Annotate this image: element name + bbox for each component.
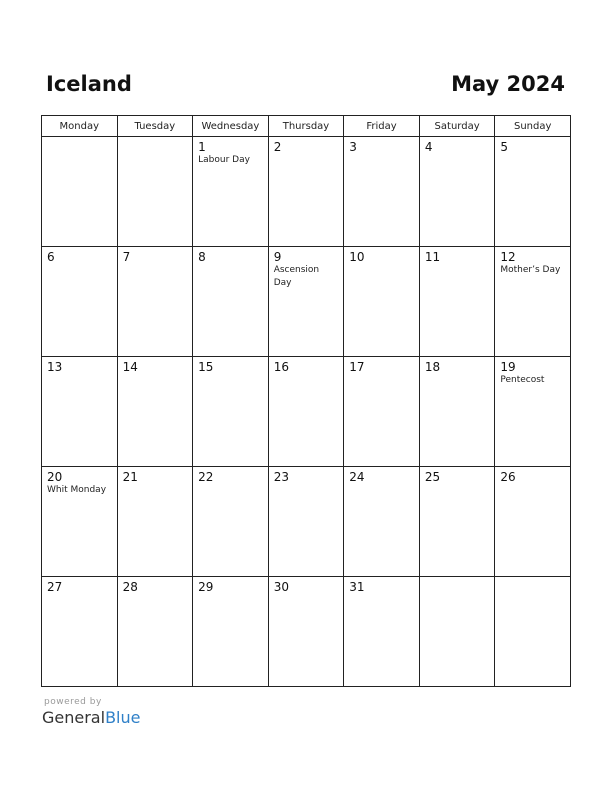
holiday-label: Ascension Day — [273, 265, 320, 288]
week-row — [42, 577, 571, 687]
brand-blue-text: Blue — [105, 708, 141, 727]
day-cell — [268, 357, 344, 467]
day-cell — [117, 357, 193, 467]
day-cell — [344, 247, 420, 357]
day-cell — [495, 467, 571, 577]
day-number: 18 — [424, 360, 441, 374]
day-cell — [193, 137, 269, 247]
day-cell — [344, 467, 420, 577]
holiday-label: Labour Day — [198, 155, 250, 165]
day-number: 22 — [198, 470, 214, 484]
week-row — [42, 137, 571, 247]
day-cell — [42, 467, 118, 577]
calendar-grid — [41, 115, 571, 687]
brand-logo — [42, 708, 140, 728]
weekday-header: Thursday — [268, 116, 344, 137]
day-cell — [42, 137, 118, 247]
day-cell — [117, 467, 193, 577]
brand-general-text: General — [42, 708, 106, 727]
day-number: 9 — [273, 250, 282, 264]
day-cell — [42, 247, 118, 357]
day-number: 27 — [47, 580, 63, 594]
day-cell — [495, 577, 571, 687]
day-cell — [495, 357, 571, 467]
day-number: 30 — [273, 580, 289, 594]
day-number: 26 — [500, 470, 516, 484]
weekday-header: Wednesday — [193, 116, 269, 137]
day-cell — [268, 137, 344, 247]
day-number: 3 — [349, 140, 357, 154]
day-cell — [344, 577, 420, 687]
holiday-label: Whit Monday — [47, 485, 107, 495]
day-number: 1 — [198, 140, 206, 154]
week-row — [42, 247, 571, 357]
day-cell — [495, 137, 571, 247]
day-cell — [419, 247, 495, 357]
day-cell — [419, 137, 495, 247]
weekday-header: Friday — [344, 116, 420, 137]
day-number: 10 — [349, 250, 365, 264]
day-number: 25 — [424, 470, 441, 484]
day-cell — [268, 577, 344, 687]
day-number: 21 — [122, 470, 138, 484]
day-number: 29 — [198, 580, 214, 594]
day-cell — [419, 577, 495, 687]
day-number: 7 — [122, 250, 131, 264]
day-number: 24 — [349, 470, 365, 484]
day-cell — [117, 137, 193, 247]
day-number: 23 — [273, 470, 289, 484]
day-cell — [117, 577, 193, 687]
holiday-label: Pentecost — [500, 375, 545, 385]
day-cell — [117, 247, 193, 357]
day-number: 14 — [122, 360, 138, 374]
day-cell — [495, 247, 571, 357]
day-number: 12 — [500, 250, 516, 264]
day-number: 8 — [198, 250, 206, 264]
day-number: 5 — [500, 140, 509, 154]
country-title: Iceland — [46, 72, 132, 96]
day-number: 16 — [273, 360, 289, 374]
day-number: 19 — [500, 360, 516, 374]
day-cell — [42, 577, 118, 687]
week-row — [42, 357, 571, 467]
weekday-header: Sunday — [495, 116, 571, 137]
day-cell — [268, 247, 344, 357]
day-cell — [193, 247, 269, 357]
day-cell — [193, 577, 269, 687]
day-number: 2 — [273, 140, 282, 154]
weekday-header: Tuesday — [117, 116, 193, 137]
holiday-label: Mother’s Day — [500, 265, 561, 275]
weekday-header: Monday — [42, 116, 118, 137]
week-row — [42, 467, 571, 577]
weekday-header: Saturday — [419, 116, 495, 137]
day-number: 11 — [424, 250, 441, 264]
day-number: 15 — [198, 360, 214, 374]
day-number: 13 — [47, 360, 63, 374]
day-number: 4 — [424, 140, 433, 154]
day-cell — [344, 137, 420, 247]
day-cell — [344, 357, 420, 467]
day-number: 20 — [47, 470, 63, 484]
day-cell — [193, 467, 269, 577]
day-cell — [419, 357, 495, 467]
powered-by-label: powered by — [44, 697, 102, 707]
day-number: 17 — [349, 360, 365, 374]
day-number: 28 — [122, 580, 138, 594]
weekday-header-row — [42, 116, 571, 137]
day-number: 31 — [349, 580, 365, 594]
day-cell — [268, 467, 344, 577]
day-cell — [193, 357, 269, 467]
day-number: 6 — [47, 250, 55, 264]
day-cell — [419, 467, 495, 577]
day-cell — [42, 357, 118, 467]
month-title: May 2024 — [451, 72, 565, 96]
